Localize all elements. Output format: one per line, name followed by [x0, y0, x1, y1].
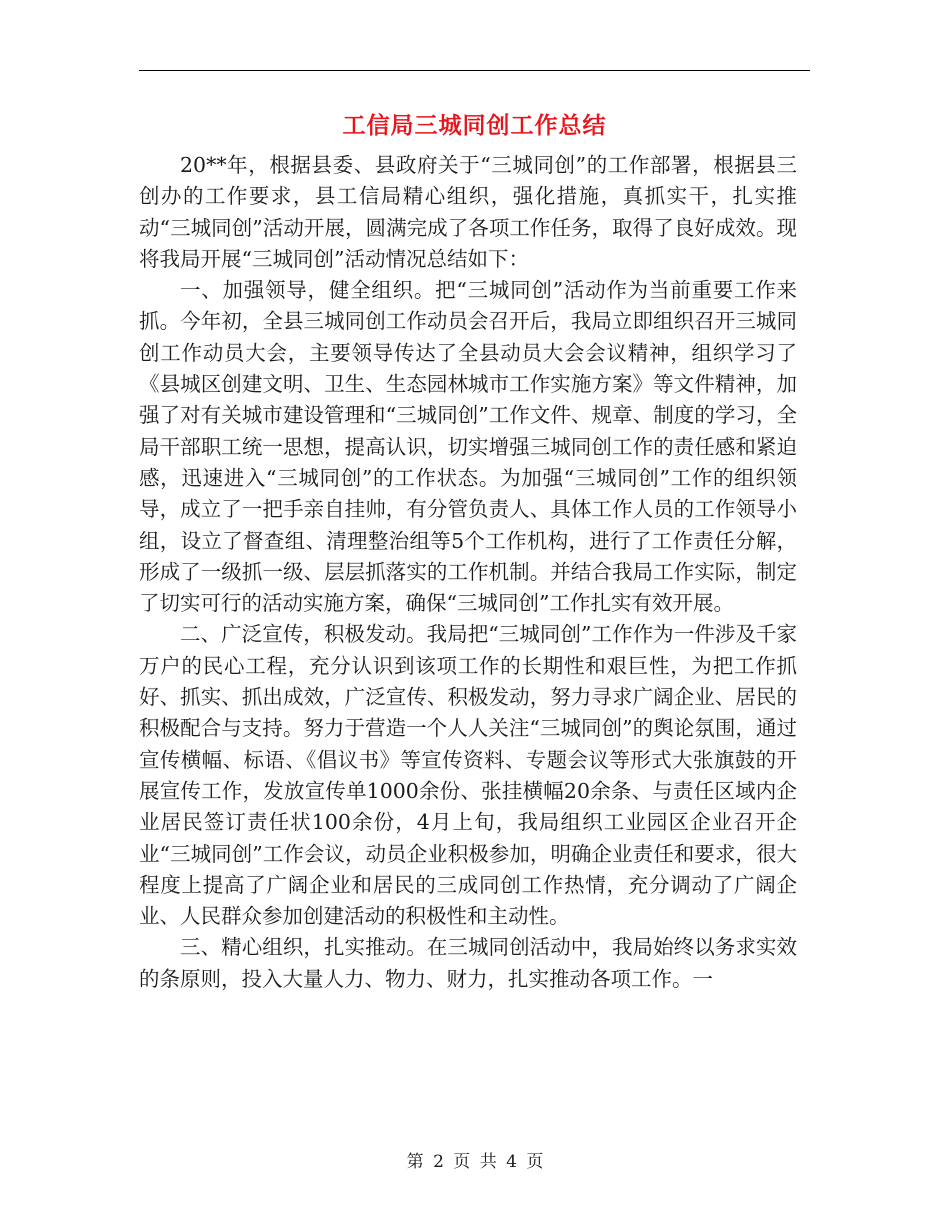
- header-rule: [139, 70, 810, 71]
- page-number-footer: 第 2 页 共 4 页: [406, 1152, 544, 1172]
- paragraph-section-1: 一、加强领导，健全组织。把“三城同创”活动作为当前重要工作来抓。今年初，全县三城同创工作动员会召开后，我局立即组织召开三城同创工作动员大会，主要领导传达了全县动员大会会议精神，组织学习了《县城区创建文明、卫生、生态园林城市工作实施方案》等文件精神，加强了对有关城市建设管理和“三城同创”工作文件、规章、制度的学习，全局干部职工统一思想，提高认识，切实增强三城同创工作的责任感和紧迫感，迅速进入“三城同创”的工作状态。为加强“三城同创”工作的组织领导，成立了一把手亲自挂帅，有分管负责人、具体工作人员的工作领导小组，设立了督查组、清理整治组等5个工作机构，进行了工作责任分解，形成了一级抓一级、层层抓落实的工作机制。并结合我局工作实际，制定了切实可行的活动实施方案，确保“三城同创”工作扎实有效开展。: [139, 278, 797, 616]
- document-title: 工信局三城同创工作总结: [342, 112, 607, 139]
- paragraph-section-2: 二、广泛宣传，积极发动。我局把“三城同创”工作作为一件涉及千家万户的民心工程，充分认识到该项工作的长期性和艰巨性，为把工作抓好、抓实、抓出成效，广泛宣传、积极发动，努力寻求广阔企业、居民的积极配合与支持。努力于营造一个人人关注“三城同创”的舆论氛围，通过宣传横幅、标语、《倡议书》等宣传资料、专题会议等形式大张旗鼓的开展宣传工作，发放宣传单1000余份、张挂横幅20余条、与责任区域内企业居民签订责任状100余份，4月上旬，我局组织工业园区企业召开企业“三城同创”工作会议，动员企业积极参加，明确企业责任和要求，很大程度上提高了广阔企业和居民的三成同创工作热情，充分调动了广阔企业、人民群众参加创建活动的积极性和主动性。: [139, 622, 797, 929]
- document-body: [139, 150, 797, 995]
- paragraph-intro: 20**年，根据县委、县政府关于“三城同创”的工作部署，根据县三创办的工作要求，县工信局精心组织，强化措施，真抓实干，扎实推动“三城同创”活动开展，圆满完成了各项工作任务，取得了良好成效。现将我局开展“三城同创”活动情况总结如下：: [139, 153, 797, 271]
- paragraph-section-3: 三、精心组织，扎实推动。在三城同创活动中，我局始终以务求实效的条原则，投入大量人力、物力、财力，扎实推动各项工作。一: [139, 935, 797, 991]
